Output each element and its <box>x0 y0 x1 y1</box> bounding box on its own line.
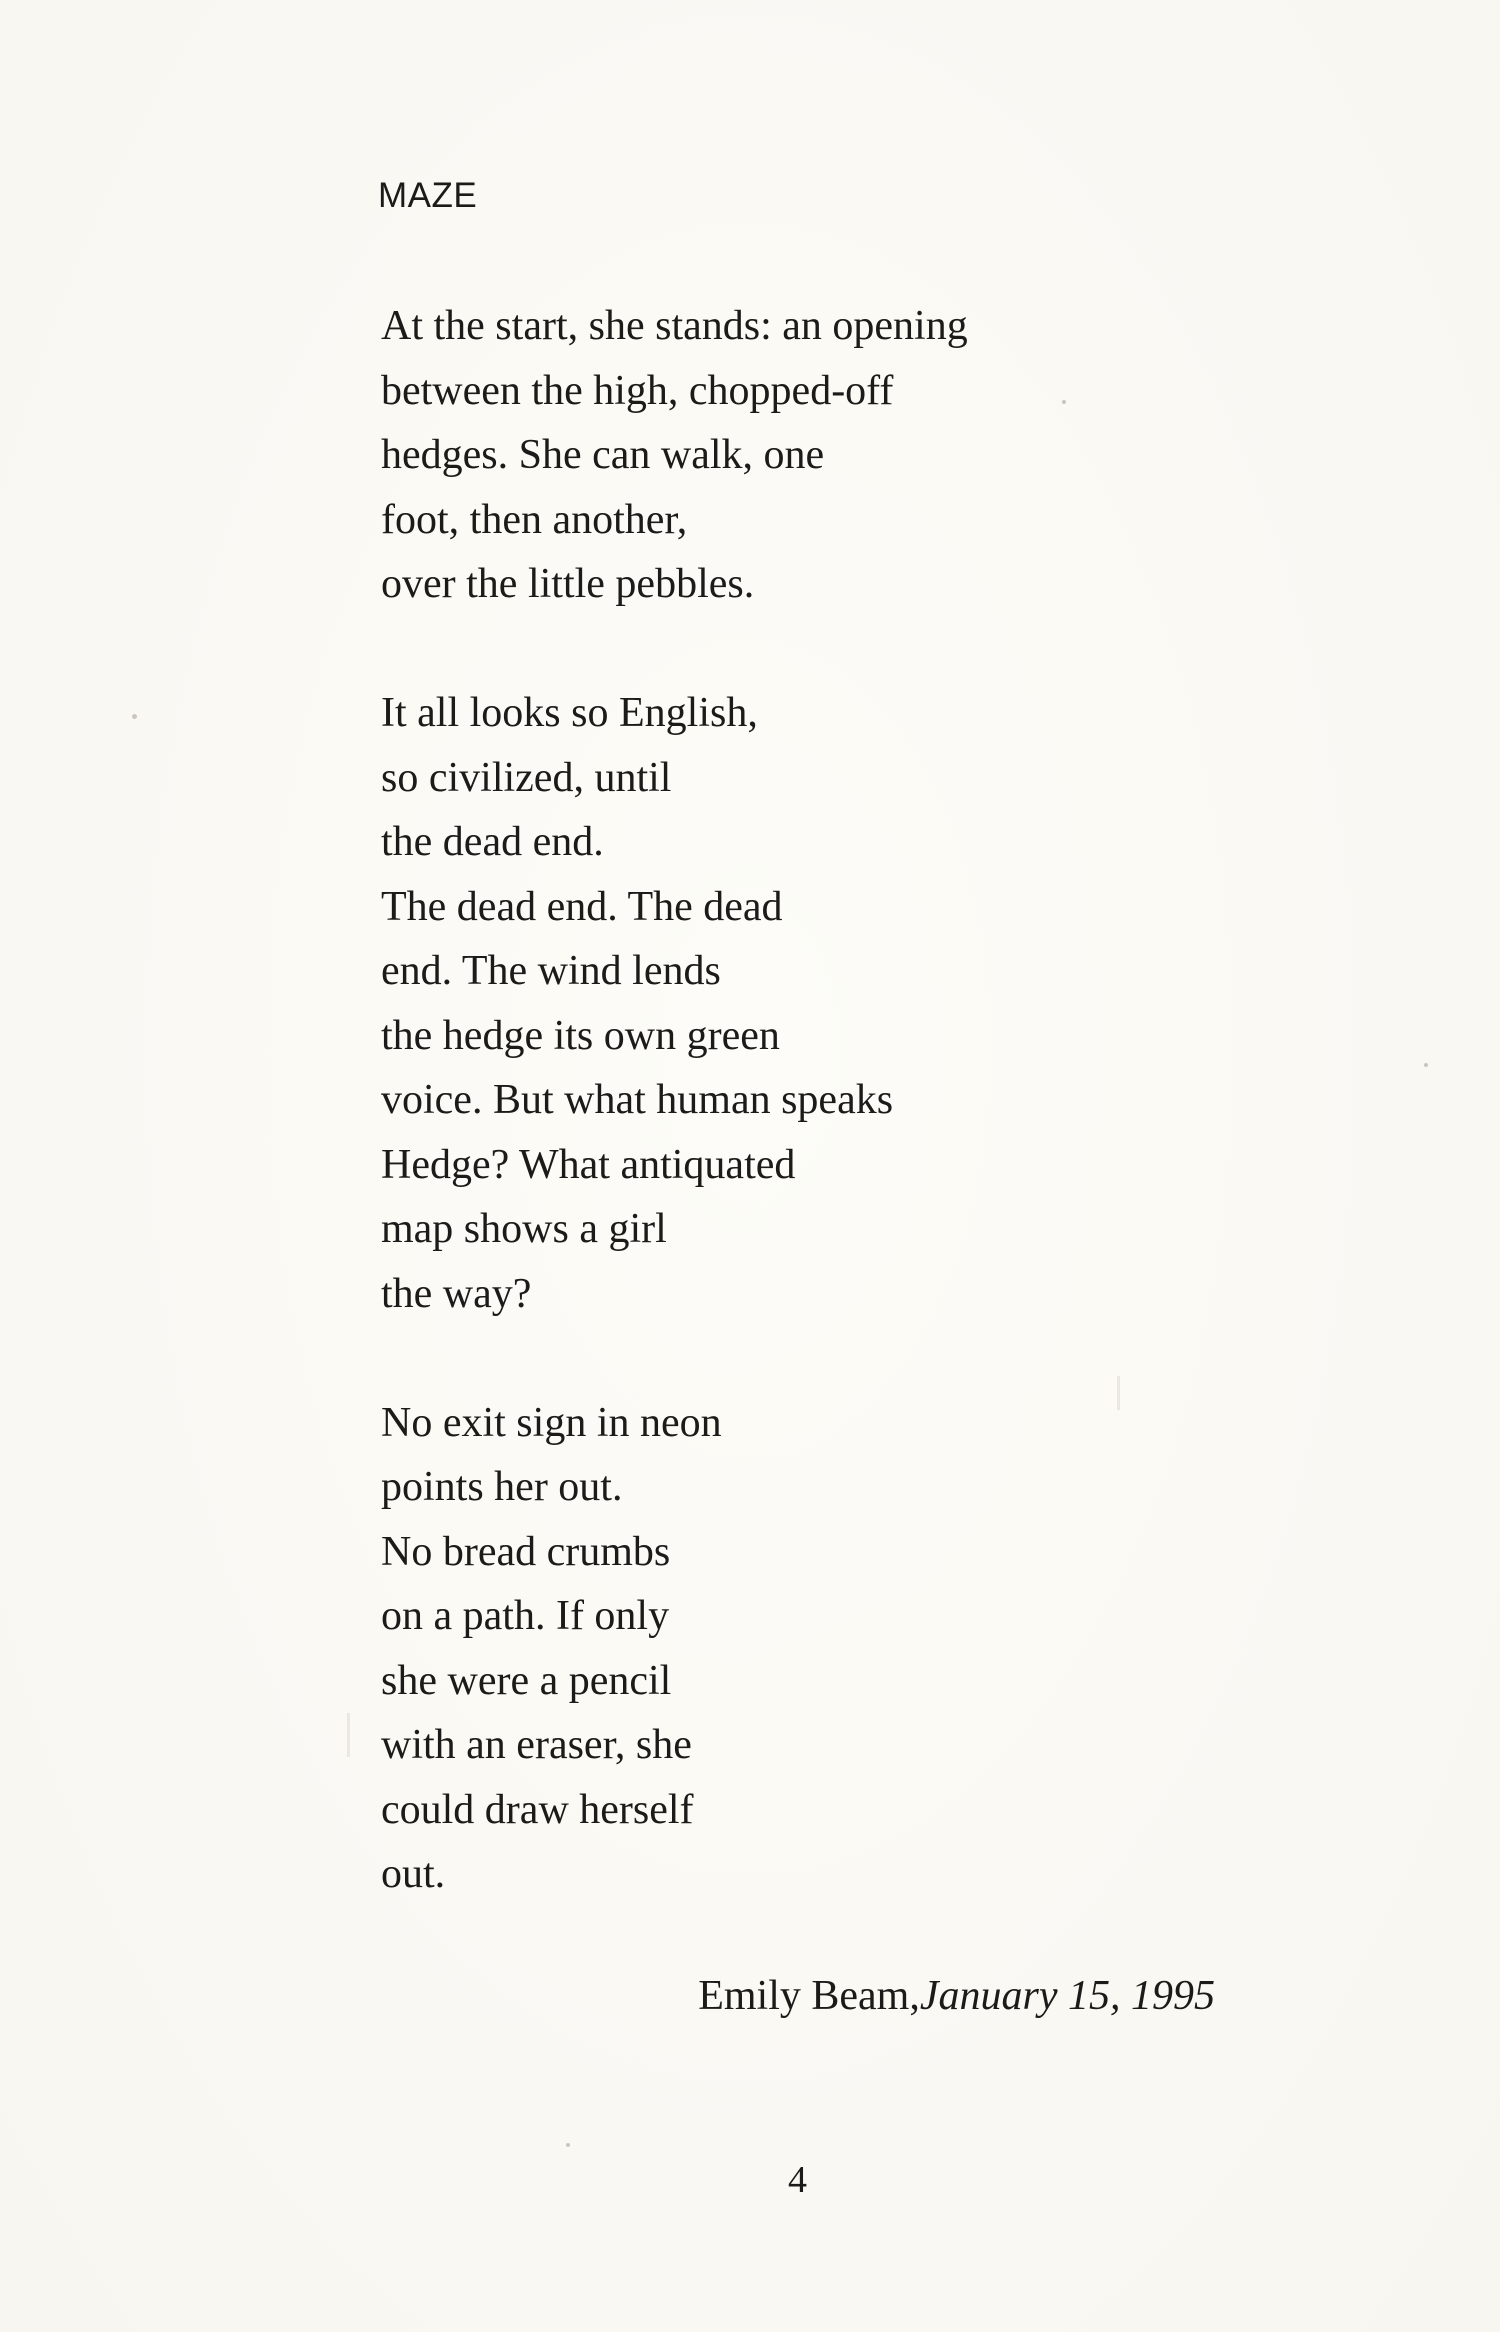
poem-line: Hedge? What antiquated <box>381 1141 796 1188</box>
paper-mark <box>347 1713 350 1757</box>
poem-line: At the start, she stands: an opening <box>381 303 968 349</box>
poem-title: MAZE <box>378 176 478 215</box>
author-name: Emily Beam, <box>698 1973 920 2019</box>
paper-speck <box>566 2143 570 2147</box>
poem-line: It all looks so English, <box>381 690 758 736</box>
poem-line: map shows a girl <box>381 1206 667 1252</box>
poem-line: end. The wind lends <box>381 948 721 994</box>
paper-speck <box>132 714 137 719</box>
poem-line: points her out. <box>381 1464 623 1510</box>
poem-line: the way? <box>381 1270 532 1317</box>
signature-date: January 15, 1995 <box>919 1973 1215 2019</box>
stanza <box>381 1391 1181 1907</box>
poem-line: so civilized, until <box>381 754 672 801</box>
poem-line: the dead end. <box>381 819 604 865</box>
poem-line: The dead end. The dead <box>381 883 783 930</box>
poem-line: over the little pebbles. <box>381 561 755 607</box>
poem-body <box>381 294 1181 1971</box>
poem-line: foot, then another, <box>381 496 688 543</box>
poem-line: between the high, chopped-off <box>381 367 894 414</box>
poem-line: on a path. If only <box>381 1593 670 1639</box>
poem-line: with an eraser, she <box>381 1722 692 1768</box>
poem-line: No exit sign in neon <box>381 1399 722 1446</box>
poem-line: out. <box>381 1851 446 1897</box>
poem-line: hedges. She can walk, one <box>381 432 825 478</box>
author-signature <box>698 1964 1215 2029</box>
stanza <box>381 294 1181 617</box>
paper-speck <box>1424 1063 1428 1067</box>
poem-line: could draw herself <box>381 1786 694 1833</box>
poem-line: voice. But what human speaks <box>381 1077 894 1123</box>
poem-line: No bread crumbs <box>381 1528 671 1575</box>
page-number: 4 <box>788 2159 807 2201</box>
stanza <box>381 681 1181 1326</box>
poem-line: she were a pencil <box>381 1657 672 1704</box>
poem-line: the hedge its own green <box>381 1012 780 1059</box>
